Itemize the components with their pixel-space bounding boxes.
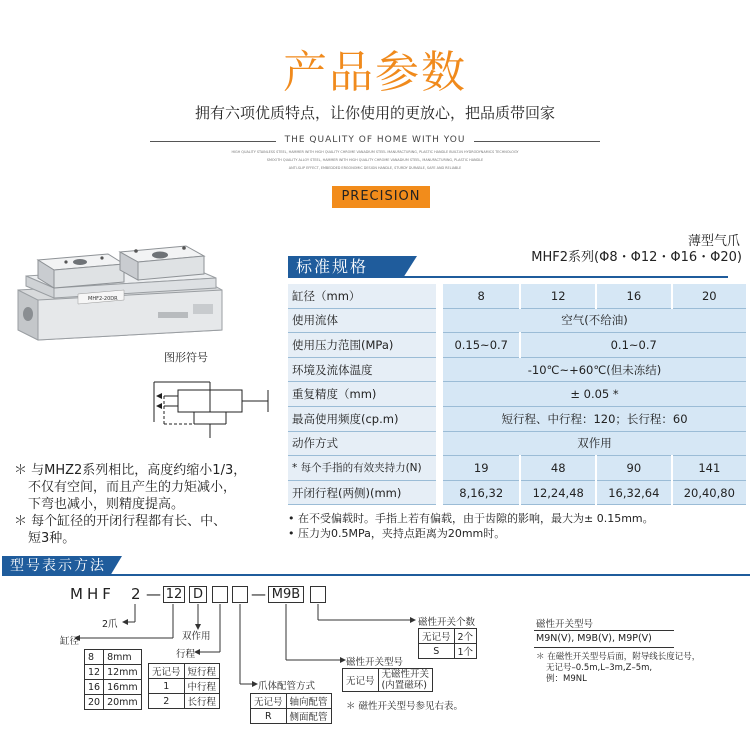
table-row	[419, 644, 477, 659]
spec-section-header	[288, 256, 728, 278]
table-cell: 8	[85, 650, 104, 665]
arrow-icon	[122, 619, 128, 625]
table-row	[149, 694, 220, 709]
switch-models-title: 磁性开关型号	[536, 619, 594, 630]
model-code-action: D	[189, 586, 207, 603]
table-cell: 0.15~0.7	[442, 333, 520, 358]
table-cell: 16mm	[104, 680, 142, 695]
row-label: 使用流体	[288, 308, 436, 333]
divider	[534, 647, 674, 648]
table-cell: R	[251, 709, 287, 724]
row-label: 重复精度（mm)	[288, 382, 436, 407]
table-cell: 12	[85, 665, 104, 680]
precision-badge: PRECISION	[332, 186, 430, 208]
table-cell: 空气(不给油)	[442, 308, 746, 333]
table-cell: 20mm	[104, 695, 142, 710]
table-row	[343, 669, 433, 692]
table-cell: 无记号	[251, 694, 287, 709]
table-row	[288, 357, 746, 382]
row-label: 环境及流体温度	[288, 357, 436, 382]
table-cell: 长行程	[184, 694, 220, 709]
table-cell: 短行程	[184, 664, 220, 679]
switch-count-table	[418, 628, 477, 659]
label-piping: 爪体配管方式	[258, 681, 316, 692]
table-cell: 短行程、中行程：120；长行程：60	[442, 406, 746, 431]
table-row	[85, 650, 142, 665]
quality-line: THE QUALITY OF HOME WITH YOU	[284, 135, 466, 145]
feature-note: 短3种。	[28, 531, 76, 546]
table-row	[251, 709, 332, 724]
table-row	[85, 665, 142, 680]
table-cell: 1	[149, 679, 185, 694]
table-cell: 0.1~0.7	[520, 333, 746, 358]
table-cell: 90	[596, 456, 672, 481]
table-cell: S	[419, 644, 455, 659]
model-code-part: 2	[131, 585, 141, 603]
page-subtitle: 拥有六项优质特点，让你使用的更放心，把品质带回家	[194, 104, 555, 122]
table-cell: 无记号	[149, 664, 185, 679]
table-cell: 16	[85, 680, 104, 695]
fine-print-line: HIGH QUALITY STAINLESS STEEL, HAMMER WITH HIGH QUALITY CHROME VANADIUM STEEL MANUFACTURING, PLASTIC HANDLE BUILT-IN HYDRODYNAMICS TECHNOLOGY	[231, 150, 519, 154]
table-cell: 12,24,48	[520, 480, 596, 505]
feature-note: ＊ 每个缸径的开闭行程都有长、中、	[14, 514, 227, 529]
model-code-prefix: MHF	[70, 585, 115, 603]
row-label: 使用压力范围(MPa)	[288, 333, 436, 358]
switch-type-table	[342, 668, 433, 692]
model-section-header	[2, 556, 750, 576]
spec-table	[288, 284, 746, 505]
table-row	[149, 679, 220, 694]
table-cell: 48	[520, 456, 596, 481]
feature-note: 不仅有空间，而且产生的力矩减小，	[28, 480, 237, 495]
model-code-dash: —	[251, 585, 266, 603]
table-cell: 侧面配管	[286, 709, 331, 724]
model-code-dash: —	[146, 585, 161, 603]
switch-models-note: 例：M9NL	[546, 674, 587, 684]
table-cell: 无记号	[343, 669, 379, 692]
table-row	[288, 284, 746, 308]
gripper-photo	[8, 232, 233, 350]
table-row	[288, 456, 746, 481]
table-cell: 141	[672, 456, 746, 481]
table-row	[251, 694, 332, 709]
table-cell: 中行程	[184, 679, 220, 694]
table-row	[85, 695, 142, 710]
table-cell: 8,16,32	[442, 480, 520, 505]
table-cell: ± 0.05 *	[442, 382, 746, 407]
table-row	[85, 680, 142, 695]
symbol-label: 图形符号	[164, 351, 208, 364]
table-cell: 12	[520, 284, 596, 308]
row-label: 动作方式	[288, 431, 436, 456]
page-title: 产品参数	[283, 47, 467, 98]
table-cell: 16,32,64	[596, 480, 672, 505]
feature-note: 下弯也减小，则精度提高。	[28, 497, 185, 512]
series-name: MHF2系列(Φ8・Φ12・Φ16・Φ20)	[531, 250, 742, 265]
table-cell: 16	[596, 284, 672, 308]
table-cell: 8	[442, 284, 520, 308]
table-cell: 12mm	[104, 665, 142, 680]
product-name: 薄型气爪	[687, 234, 740, 249]
table-cell: 8mm	[104, 650, 142, 665]
label-switch-count: 磁性开关个数	[418, 617, 476, 628]
fine-print-line: ANTI-SLIP EFFECT, EMBEDDED ERGONOMIC DESIGN HANDLE, STURDY DURABLE, SAFE AND RELIABLE	[288, 166, 462, 170]
fine-print-line: SMOOTH QUALITY ALLOY STEEL, HAMMER WITH HIGH QUALITY CHROME VANADIUM STEEL, MANUFACTURING, PLASTIC HANDLE	[266, 158, 484, 162]
table-cell: -10℃~+60℃(但未冻结)	[442, 357, 746, 382]
label-switch-type: 磁性开关型号	[346, 657, 404, 668]
stroke-table	[148, 663, 220, 709]
pneumatic-symbol	[150, 368, 275, 450]
table-cell: 2	[149, 694, 185, 709]
row-label: 最高使用频度(cp.m)	[288, 406, 436, 431]
label-action: 双作用	[182, 631, 211, 642]
row-label: 缸径（mm）	[288, 284, 436, 308]
table-row	[288, 480, 746, 505]
row-label: * 每个手指的有效夹持力(N)	[288, 456, 436, 481]
row-label: 开闭行程(两侧)(mm)	[288, 480, 436, 505]
switch-models-note: 无记号–0.5m,L–3m,Z–5m,	[546, 663, 653, 673]
feature-note: ＊ 与MHZ2系列相比，高度约缩小1/3，	[14, 463, 247, 478]
piping-table	[250, 693, 332, 724]
table-cell: 20	[672, 284, 746, 308]
feature-notes	[14, 462, 279, 547]
table-cell: 20	[85, 695, 104, 710]
table-cell: 19	[442, 456, 520, 481]
spec-note: • 压力为0.5MPa，夹持点距离为20mm时。	[288, 527, 506, 540]
label-stroke: 行程	[176, 649, 196, 660]
table-row	[288, 406, 746, 431]
table-cell: 2个	[454, 629, 477, 644]
model-code-bore: 12	[163, 586, 185, 603]
photo-label: MHF2-20DR	[88, 296, 118, 302]
table-row	[288, 382, 746, 407]
table-row	[149, 664, 220, 679]
arrow-icon	[410, 617, 416, 623]
spec-note: • 在不受偏载时。手指上若有偏载，由于齿隙的影响，最大为± 0.15mm。	[288, 512, 654, 525]
arrow-icon	[156, 403, 162, 409]
table-row	[419, 629, 477, 644]
table-cell: 无磁性开关 (内置磁环)	[378, 669, 433, 692]
divider	[534, 630, 674, 631]
table-cell: 无记号	[419, 629, 455, 644]
switch-models: M9N(V), M9B(V), M9P(V)	[536, 633, 652, 644]
label-fingers: 2爪	[102, 619, 118, 630]
spec-title: 标准规格	[288, 256, 403, 278]
table-cell: 双作用	[442, 431, 746, 456]
switch-note: ＊ 磁性开关型号参见右表。	[346, 701, 464, 712]
table-cell: 20,40,80	[672, 480, 746, 505]
switch-models-note: ＊ 在磁性开关型号后面，附导线长度记号，	[536, 652, 701, 662]
table-row	[288, 333, 746, 358]
table-row	[288, 431, 746, 456]
table-row	[288, 308, 746, 333]
model-code-switch: M9B	[268, 586, 304, 603]
label-bore: 缸径	[60, 636, 80, 647]
model-title: 型号表示方法	[2, 556, 110, 576]
bore-table	[84, 649, 142, 710]
table-cell: 轴向配管	[286, 694, 331, 709]
arrow-icon	[156, 393, 162, 399]
table-cell: 1个	[454, 644, 477, 659]
